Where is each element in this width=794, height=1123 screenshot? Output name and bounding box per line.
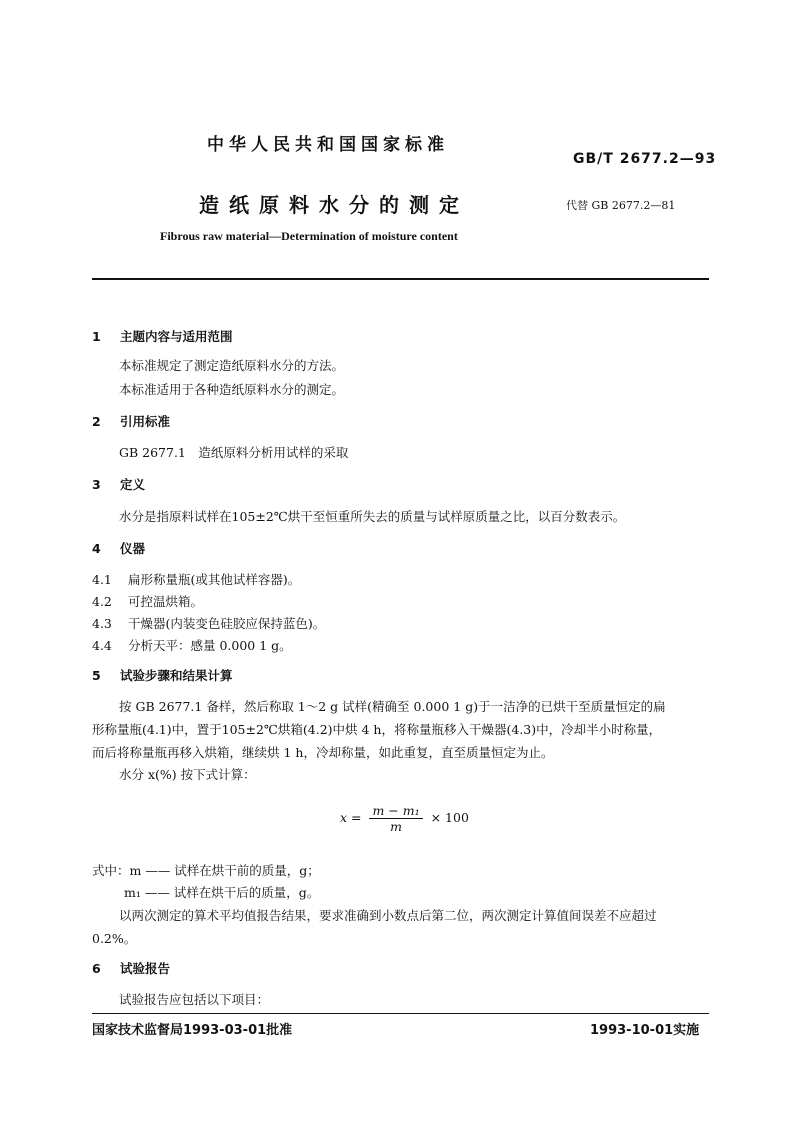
section-1-heading xyxy=(92,327,233,345)
header-rule xyxy=(92,278,709,280)
formula-fraction xyxy=(369,803,422,834)
section-2-heading xyxy=(92,412,170,430)
section-title: 仪器 xyxy=(120,541,146,556)
item-text: 扁形称量瓶(或其他试样容器)。 xyxy=(128,572,301,587)
standard-code: GB/T 2677.2—93 xyxy=(573,151,717,167)
section-1-para-2: 本标准适用于各种造纸原料水分的测定。 xyxy=(119,382,345,397)
item-number: 4.4 xyxy=(92,638,112,653)
list-item xyxy=(92,592,203,610)
section-number: 5 xyxy=(92,668,101,683)
section-5-line-4: 水分 x(%) 按下式计算： xyxy=(119,767,256,782)
item-number: 4.2 xyxy=(92,594,112,609)
section-number: 2 xyxy=(92,414,101,429)
section-5-line-5: 以两次测定的算术平均值报告结果，要求准确到小数点后第二位，两次测定计算值间误差不应超过 xyxy=(119,908,657,923)
section-number: 1 xyxy=(92,329,101,344)
section-title: 引用标准 xyxy=(120,414,171,429)
section-number: 4 xyxy=(92,541,101,556)
effective-date: 1993-10-01实施 xyxy=(590,1023,700,1038)
standard-org: 中华人民共和国国家标准 xyxy=(207,135,449,155)
section-number: 6 xyxy=(92,961,101,976)
item-text: 分析天平：感量 0.000 1 g。 xyxy=(128,638,292,653)
section-2-para-1: GB 2677.1 造纸原料分析用试样的采取 xyxy=(119,445,349,460)
formula-rhs: × 100 xyxy=(430,810,469,825)
section-5-line-6: 0.2%。 xyxy=(92,931,137,946)
list-item xyxy=(92,614,325,632)
section-5-line-1: 按 GB 2677.1 备样，然后称取 1～2 g 试样(精确至 0.000 1 g)于一洁净的已烘干至质量恒定的扁 xyxy=(119,699,666,714)
item-number: 4.1 xyxy=(92,572,112,587)
approval-note: 国家技术监督局1993-03-01批准 xyxy=(92,1023,293,1038)
section-title: 试验步骤和结果计算 xyxy=(120,668,233,683)
formula-lhs: x = xyxy=(340,810,362,825)
section-title: 试验报告 xyxy=(120,961,171,976)
section-5-line-2: 形称量瓶(4.1)中，置于105±2℃烘箱(4.2)中烘 4 h，将称量瓶移入干燥器(4.3)中，冷却半小时称量， xyxy=(92,722,662,737)
list-item xyxy=(92,570,300,588)
section-title: 主题内容与适用范围 xyxy=(120,329,233,344)
section-3-heading xyxy=(92,475,145,493)
replaces-note: 代替 GB 2677.2—81 xyxy=(566,199,676,212)
section-1-para-1: 本标准规定了测定造纸原料水分的方法。 xyxy=(119,358,345,373)
section-3-para-1: 水分是指原料试样在105±2℃烘干至恒重所失去的质量与试样原质量之比，以百分数表示。 xyxy=(119,509,626,524)
item-text: 干燥器(内装变色硅胶应保持蓝色)。 xyxy=(128,616,326,631)
where-line-2: m₁ —— 试样在烘干后的质量，g。 xyxy=(124,885,320,900)
section-6-heading xyxy=(92,959,170,977)
item-text: 可控温烘箱。 xyxy=(128,594,204,609)
list-item xyxy=(92,636,292,654)
item-number: 4.3 xyxy=(92,616,112,631)
section-5-line-3: 而后将称量瓶再移入烘箱，继续烘 1 h，冷却称量，如此重复，直至质量恒定为止。 xyxy=(92,745,554,760)
section-title: 定义 xyxy=(120,477,146,492)
section-number: 3 xyxy=(92,477,101,492)
footer-rule xyxy=(92,1013,709,1014)
section-6-para-1: 试验报告应包括以下项目： xyxy=(119,992,270,1007)
document-title: 造纸原料水分的测定 xyxy=(199,193,469,217)
section-5-heading xyxy=(92,666,233,684)
where-line-1: 式中：m —— 试样在烘干前的质量，g； xyxy=(92,863,320,878)
english-title: Fibrous raw material—Determination of moisture content xyxy=(160,229,458,243)
section-4-heading xyxy=(92,539,145,557)
formula-numerator: m − m₁ xyxy=(369,803,422,819)
moisture-formula xyxy=(340,803,469,834)
formula-denominator: m xyxy=(390,819,402,834)
